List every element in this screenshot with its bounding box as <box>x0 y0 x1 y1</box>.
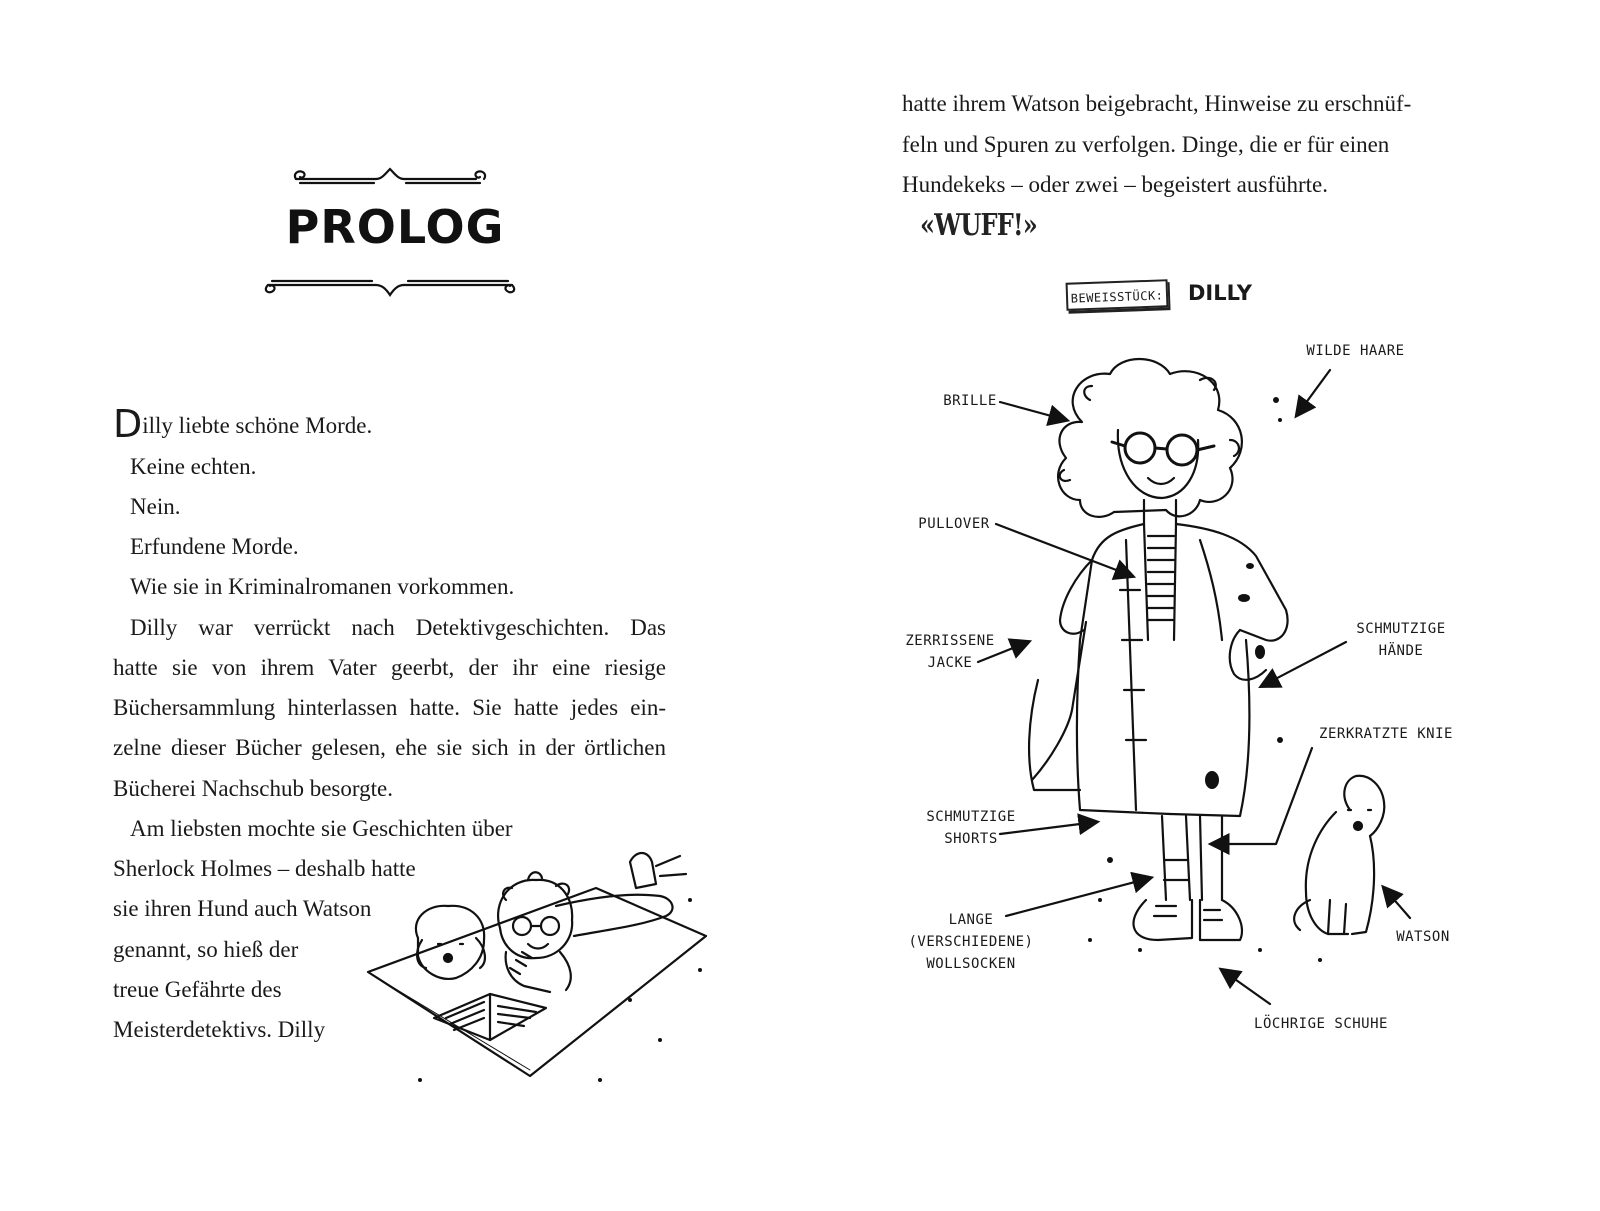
text-line-14: genannt, so hieß der <box>113 937 299 962</box>
drop-cap: D <box>113 402 143 446</box>
text-line-10: Bücherei Nachschub besorgte. <box>113 776 393 801</box>
text-line-16: Meisterdetektivs. Dilly <box>113 1017 326 1042</box>
label-zerkratzte-knie: ZERKRATZTE KNIE <box>1319 726 1453 742</box>
label-schmutzige-haende-1: SCHMUTZIGE <box>1356 621 1446 637</box>
reading-girl-illustration <box>360 840 730 1090</box>
label-brille: BRILLE <box>943 393 997 409</box>
text-line-7: hatte sie von ihrem Vater geerbt, der ihr eine riesige <box>113 655 666 680</box>
label-zerrissene: ZERRISSENE <box>905 633 995 649</box>
text-line-11: Am liebsten mochte sie Geschichten über <box>130 816 513 841</box>
label-schmutzige-shorts-1: SCHMUTZIGE <box>926 809 1016 825</box>
right-text-line-2: feln und Spuren zu verfolgen. Dinge, die er für einen <box>902 132 1390 157</box>
label-schmutzige-shorts-2: SHORTS <box>944 831 998 847</box>
label-watson: WATSON <box>1396 929 1450 945</box>
ornament-bottom-icon <box>260 273 520 299</box>
label-schmutzige-haende-2: HÄNDE <box>1378 643 1424 659</box>
label-pullover: PULLOVER <box>918 516 990 532</box>
label-jacke: JACKE <box>927 655 973 671</box>
text-line-8: Büchersammlung hinterlassen hatte. Sie hatte jedes ein- <box>113 695 666 720</box>
text-line-1 <box>113 402 373 446</box>
label-wilde-haare: WILDE HAARE <box>1306 343 1405 359</box>
text-line-15: treue Gefährte des <box>113 977 282 1002</box>
evidence-stamp: BEWEISSTÜCK: <box>1066 279 1169 311</box>
label-loechrige-schuhe: LÖCHRIGE SCHUHE <box>1254 1016 1388 1032</box>
text-line-3: Nein. <box>130 494 181 519</box>
character-name: DILLY <box>1188 281 1252 305</box>
text-line-6: Dilly war verrückt nach Detektivgeschichten. Das <box>130 615 666 640</box>
label-wollsocken-2: (VERSCHIEDENE) <box>908 934 1034 950</box>
ornament-top-icon <box>290 165 490 189</box>
text-line-5: Wie sie in Kriminalromanen vorkommen. <box>130 574 515 599</box>
text-line-13: sie ihren Hund auch Watson <box>113 896 372 921</box>
dilly-illustration <box>900 340 1460 1040</box>
text-line-1-rest: illy liebte schöne Morde. <box>142 413 373 438</box>
text-line-4: Erfundene Morde. <box>130 534 299 559</box>
right-text-line-3: Hundekeks – oder zwei – begeistert ausführte. <box>902 172 1328 197</box>
text-line-2: Keine echten. <box>130 454 257 479</box>
text-line-12: Sherlock Holmes – deshalb hatte <box>113 856 416 881</box>
chapter-title: PROLOG <box>285 200 505 254</box>
text-line-9: zelne dieser Bücher gelesen, ehe sie sich in der örtlichen <box>113 735 666 760</box>
label-wollsocken-1: LANGE <box>948 912 994 928</box>
right-text-line-1: hatte ihrem Watson beigebracht, Hinweise zu erschnüf- <box>902 91 1412 116</box>
label-wollsocken-3: WOLLSOCKEN <box>926 956 1016 972</box>
exclamation-wuff: «WUFF!» <box>920 208 1037 243</box>
